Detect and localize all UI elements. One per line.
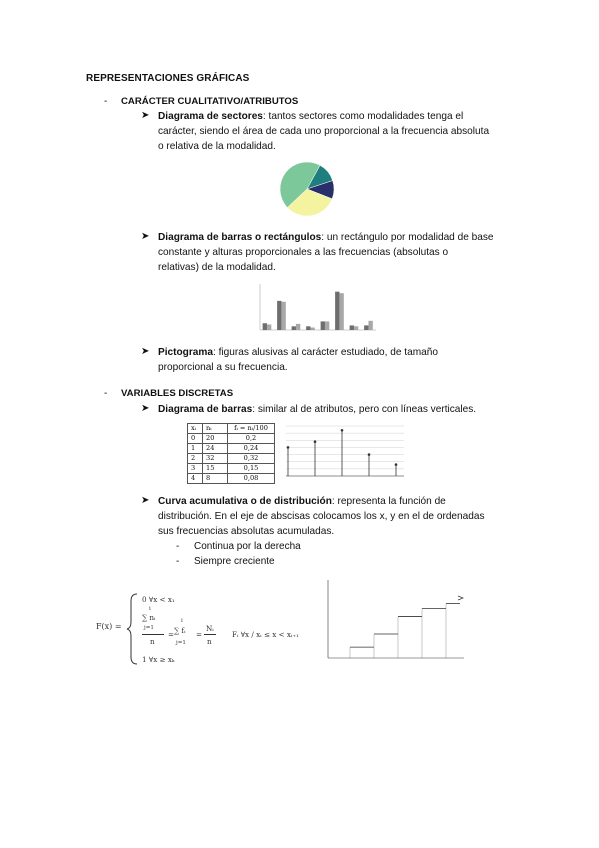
- table-cell: 0,32: [228, 454, 275, 464]
- formula-sum-top: i: [149, 606, 151, 612]
- bar: [267, 324, 271, 330]
- formula-sum2: ∑ fᵢ: [174, 626, 186, 635]
- table-cell: 8: [203, 474, 228, 484]
- stem-point: [395, 463, 398, 466]
- stem-point: [368, 453, 371, 456]
- table-cell: 0: [188, 434, 203, 444]
- arrow-bullet-icon: ➤: [141, 231, 150, 242]
- stem-point: [341, 429, 344, 432]
- frequency-table: [187, 423, 275, 484]
- item-term: Diagrama de barras: [158, 404, 253, 415]
- formula-case3: 1 ∀x ≥ xₖ: [142, 655, 175, 664]
- bar: [368, 321, 372, 330]
- arrow-bullet-icon: ➤: [141, 110, 150, 121]
- arrow-bullet-icon: ➤: [141, 495, 150, 506]
- formula-sum2-top: i: [181, 618, 183, 624]
- cumulative-step-chart: [320, 576, 472, 668]
- table-cell: 2: [188, 454, 203, 464]
- fraction-bar: [142, 634, 164, 635]
- table-row: [188, 454, 275, 464]
- section-title-discretas: VARIABLES DISCRETAS: [121, 388, 234, 399]
- table-cell: 0,08: [228, 474, 275, 484]
- table-cell: 24: [203, 444, 228, 454]
- table-cell: 0,24: [228, 444, 275, 454]
- page-heading: REPRESENTACIONES GRÁFICAS: [86, 73, 250, 84]
- section-title-cualitativo: CARÁCTER CUALITATIVO/ATRIBUTOS: [121, 96, 299, 107]
- formula-case1: 0 ∀x < x₁: [142, 595, 175, 604]
- table-header: nᵢ: [203, 424, 228, 434]
- table-header: xᵢ: [188, 424, 203, 434]
- grouped-bar-chart: [240, 276, 380, 336]
- bar: [277, 301, 281, 330]
- table-row: [188, 434, 275, 444]
- item-text: : un rectángulo por modalidad de base: [321, 232, 494, 243]
- item-text: : tantos sectores como modalidades tenga el: [262, 111, 464, 122]
- item-term: Diagrama de barras o rectángulos: [158, 232, 322, 243]
- formula-sum-numerator: ∑ nᵢ: [142, 613, 156, 622]
- stem-point: [314, 440, 317, 443]
- bar: [321, 321, 325, 330]
- item-text: sus frecuencias absolutas acumuladas.: [158, 526, 335, 538]
- item-text: : representa la función de: [331, 496, 446, 507]
- arrow-bullet-icon: ➤: [141, 346, 150, 357]
- table-cell: 4: [188, 474, 203, 484]
- item-barras-rectangulos: [158, 230, 528, 276]
- bar: [292, 326, 296, 330]
- table-row: [188, 464, 275, 474]
- arrow-bullet-icon: ➤: [141, 403, 150, 414]
- bar: [335, 292, 339, 330]
- table-cell: 15: [203, 464, 228, 474]
- item-pictograma: [158, 345, 528, 375]
- stem-bar-chart: [268, 422, 408, 486]
- bar: [263, 323, 267, 330]
- left-brace-icon: [126, 592, 140, 666]
- sub-item-creciente: Siempre creciente: [194, 556, 275, 567]
- item-curva-acumulativa: [158, 494, 528, 540]
- bar: [339, 293, 343, 330]
- item-term: Diagrama de sectores: [158, 111, 263, 122]
- item-term: Pictograma: [158, 347, 213, 358]
- table-cell: 3: [188, 464, 203, 474]
- bar: [350, 325, 354, 330]
- formula-frac-num: Nᵢ: [206, 624, 214, 633]
- bar: [306, 326, 310, 330]
- bar: [364, 325, 368, 330]
- formula-equals: =: [168, 630, 175, 639]
- table-row: [188, 444, 275, 454]
- arrow-head-icon: [458, 596, 463, 600]
- formula-frac-den: n: [207, 637, 212, 646]
- formula-case2-condition: Fᵢ ∀x / xᵢ ≤ x < xᵢ₊₁: [232, 630, 300, 639]
- table-cell: 20: [203, 434, 228, 444]
- bar: [354, 326, 358, 330]
- formula-sum2-bottom: j=1: [176, 640, 186, 646]
- fraction-bar: [204, 634, 216, 635]
- item-text: relativas) de la modalidad.: [158, 262, 276, 274]
- formula-equals: =: [196, 630, 203, 639]
- item-term: Curva acumulativa o de distribución: [158, 496, 332, 507]
- item-text: : figuras alusivas al carácter estudiado, de tamaño: [212, 347, 438, 358]
- table-cell: 0,2: [228, 434, 275, 444]
- table-cell: 32: [203, 454, 228, 464]
- section-dash: -: [104, 96, 108, 107]
- bar: [281, 302, 285, 330]
- bar: [310, 328, 314, 330]
- item-text: distribución. En el eje de abscisas colocamos los x, y en el de ordenadas: [158, 511, 485, 523]
- formula-lhs: F(x) =: [96, 622, 122, 631]
- formula-denominator: n: [150, 637, 155, 646]
- table-cell: 0,15: [228, 464, 275, 474]
- sub-item-continua: Continua por la derecha: [194, 541, 301, 552]
- sub-dash: -: [176, 556, 180, 567]
- item-sectores: [158, 109, 528, 155]
- pie-chart: [262, 158, 352, 220]
- bar: [296, 324, 300, 330]
- stem-point: [287, 446, 290, 449]
- item-text: o relativa de la modalidad.: [158, 141, 276, 153]
- item-barras-discretas: [158, 402, 528, 417]
- table-cell: 1: [188, 444, 203, 454]
- item-text: : similar al de atributos, pero con líneas verticales.: [252, 404, 477, 415]
- item-text: proporcional a su frecuencia.: [158, 362, 288, 374]
- item-text: carácter, siendo el área de cada uno proporcional a la frecuencia absoluta: [158, 126, 490, 138]
- table-header-row: [188, 424, 275, 434]
- sub-dash: -: [176, 541, 180, 552]
- table-header: fᵢ = nᵢ/100: [228, 424, 275, 434]
- table-row: [188, 474, 275, 484]
- bar: [325, 321, 329, 330]
- section-dash: -: [104, 388, 108, 399]
- item-text: constante y alturas proporcionales a las frecuencias (absolutas o: [158, 247, 449, 259]
- formula-sum-bottom: j=1: [144, 625, 154, 631]
